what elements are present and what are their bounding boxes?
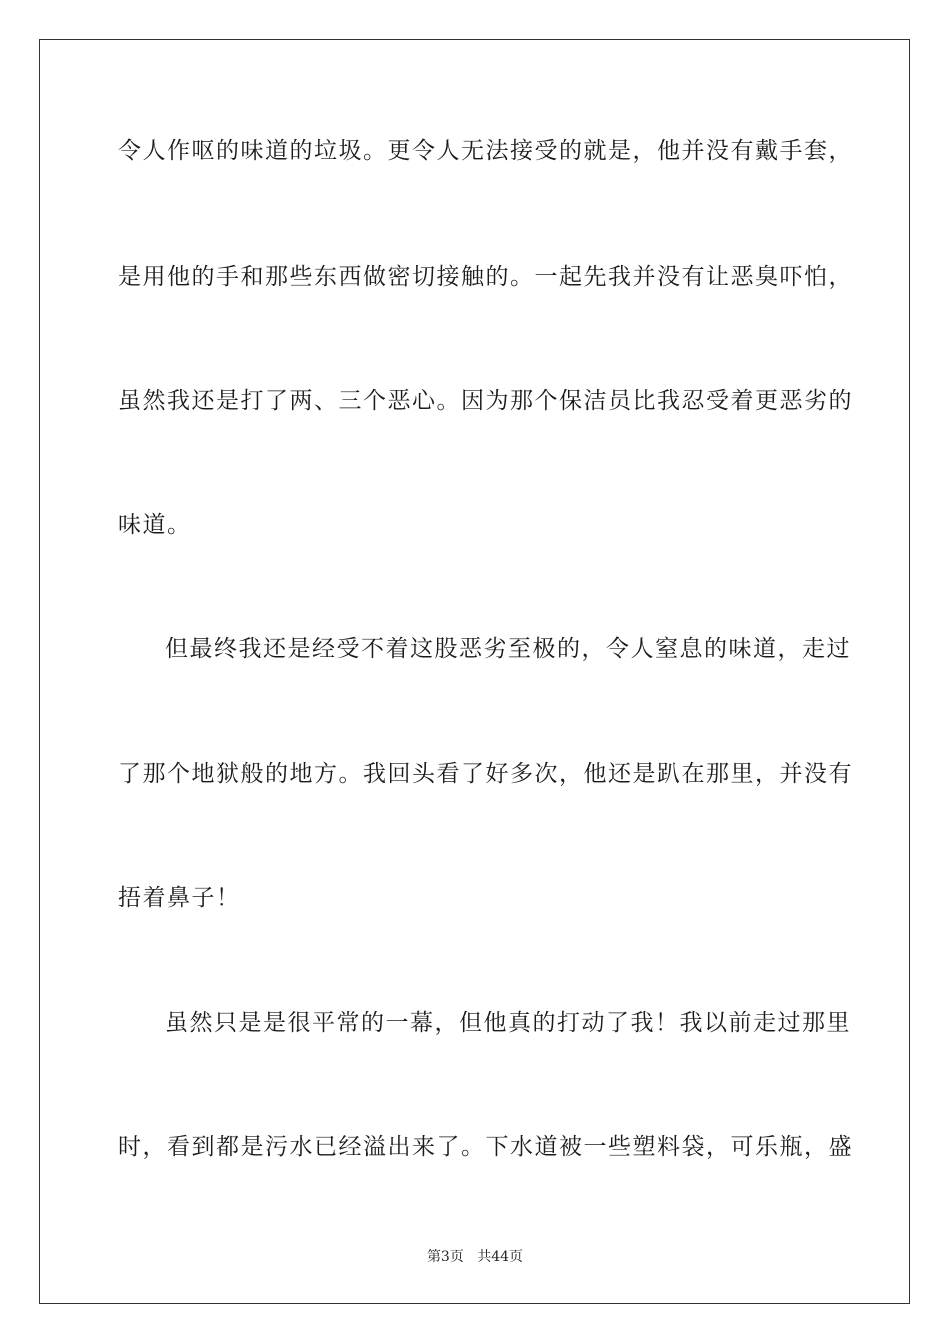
page-footer [0,1248,950,1266]
text-line-4: 味道。 [118,512,192,538]
page-number: 第3页 [426,1249,464,1265]
text-line-2: 是用他的手和那些东西做密切接触的。一起先我并没有让恶臭吓怕， [118,264,853,290]
text-line-1: 令人作呕的味道的垃圾。更令人无法接受的就是，他并没有戴手套， [118,138,853,164]
text-line-5: 但最终我还是经受不着这股恶劣至极的，令人窒息的味道，走过 [165,636,851,662]
page-border [39,39,910,1304]
text-line-3: 虽然我还是打了两、三个恶心。因为那个保洁员比我忍受着更恶劣的 [118,388,853,414]
text-line-7: 捂着鼻子！ [118,885,241,911]
page-total: 共44页 [477,1249,524,1265]
text-line-9: 时，看到都是污水已经溢出来了。下水道被一些塑料袋，可乐瓶，盛 [118,1134,853,1160]
text-line-6: 了那个地狱般的地方。我回头看了好多次，他还是趴在那里，并没有 [118,761,853,787]
text-line-8: 虽然只是是很平常的一幕，但他真的打动了我！我以前走过那里 [165,1010,851,1036]
